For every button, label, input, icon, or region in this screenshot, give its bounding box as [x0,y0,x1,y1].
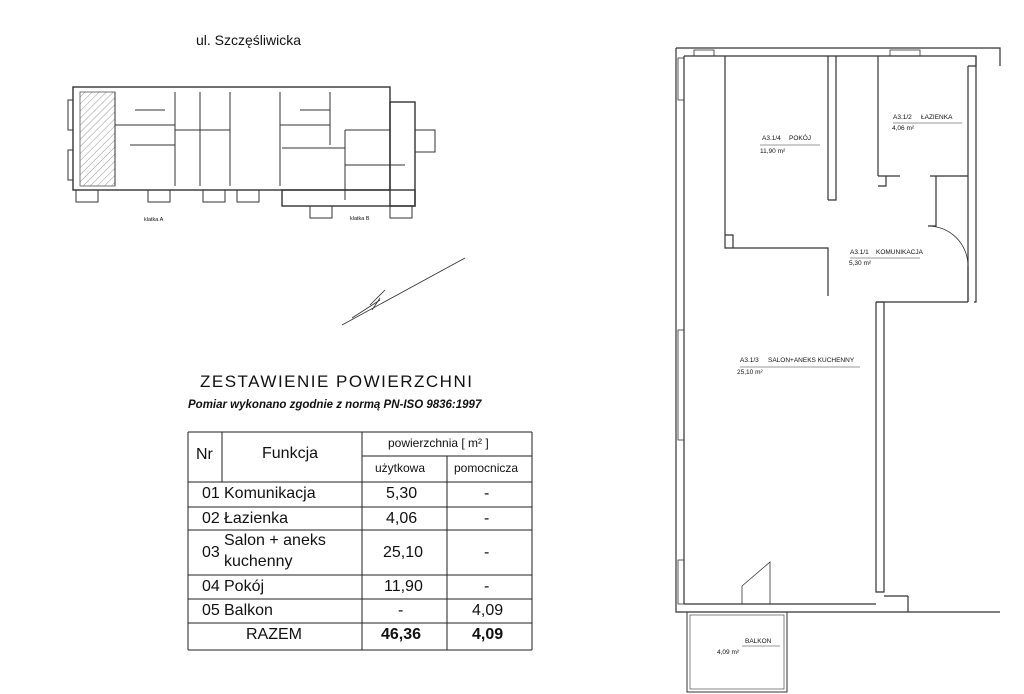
room-name: ŁAZIENKA [921,114,953,121]
room-name: SALON+ANEKS KUCHENNY [768,357,855,364]
row-usable: 4,06 [386,510,418,527]
row-nr: 03 [202,544,220,561]
table-subtitle: Pomiar wykonano zgodnie z normą PN-ISO 9836:1997 [188,399,482,411]
row-nr: 05 [202,602,220,619]
room-id: A3.1/3 [740,357,759,364]
header-nr: Nr [196,446,213,463]
row-usable: - [398,602,404,619]
total-aux: 4,09 [472,626,504,643]
total-usable: 46,36 [381,626,422,643]
room-id: A3.1/1 [850,249,869,256]
row-usable: 5,30 [386,485,418,502]
room-name: BALKON [745,638,772,645]
row-nr: 04 [202,578,220,595]
room-name: POKÓJ [789,135,812,142]
room-area: 4,09 m² [717,649,740,656]
row-aux: 4,09 [472,602,504,619]
room-name: KOMUNIKACJA [876,249,923,256]
row-usable: 11,90 [384,578,423,595]
row-aux: - [484,544,490,561]
room-area: 11,90 m² [760,148,786,155]
row-nr: 02 [202,510,220,527]
header-funkcja: Funkcja [262,445,319,462]
table-title: ZESTAWIENIE POWIERZCHNI [200,372,474,391]
row-name: Komunikacja [224,485,316,502]
stair-a-label: klatka A [144,217,164,223]
room-id: A3.1/4 [762,135,781,142]
row-name: Balkon [224,602,273,619]
street-label: ul. Szczęśliwicka [196,32,302,48]
row-name: Łazienka [224,510,289,527]
row-name: Pokój [224,578,265,595]
header-area-group: powierzchnia [ m² ] [388,436,489,450]
stair-b-label: klatka B [350,216,370,222]
header-usable: użytkowa [375,461,426,475]
row-aux: - [484,485,490,502]
row-name-line2: kuchenny [224,553,293,570]
room-area: 4,06 m² [892,125,915,132]
header-auxiliary: pomocnicza [454,461,519,475]
row-name: Salon + aneks [224,532,326,549]
row-nr: 01 [202,485,220,502]
room-area: 5,30 m² [849,260,872,267]
room-id: A3.1/2 [893,114,912,121]
row-aux: - [484,510,490,527]
row-aux: - [484,578,490,595]
total-label: RAZEM [246,626,302,643]
room-area: 25,10 m² [737,369,763,376]
row-usable: 25,10 [383,544,424,561]
